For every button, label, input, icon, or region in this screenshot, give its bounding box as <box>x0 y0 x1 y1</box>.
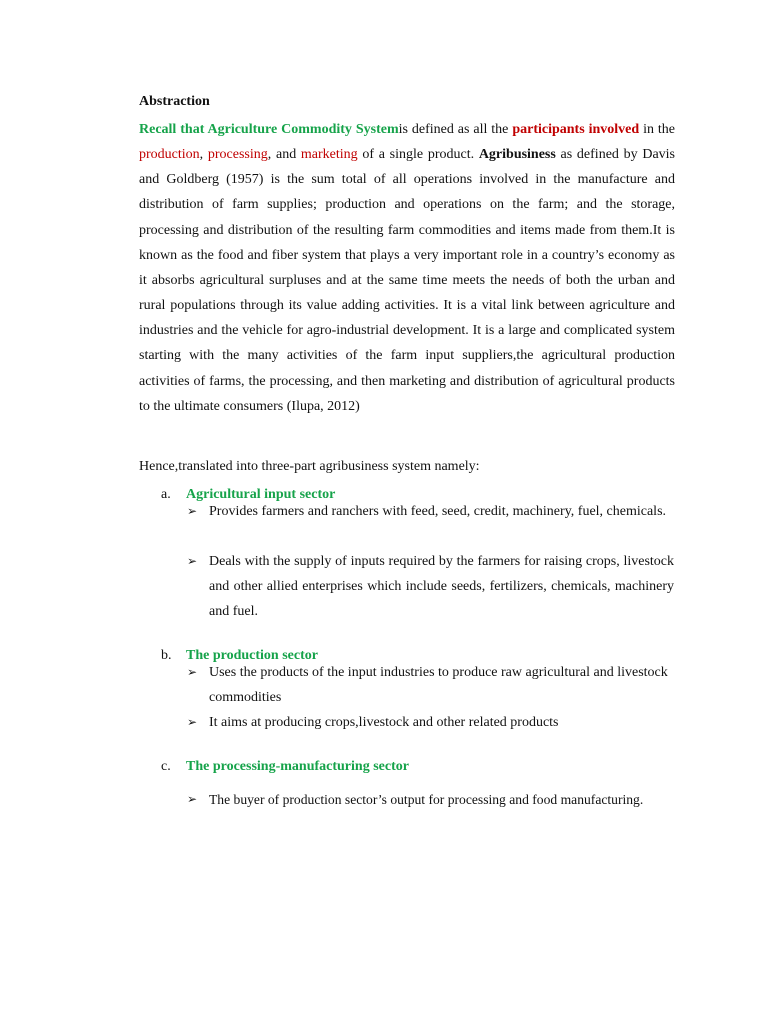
bullet-text: Uses the products of the input industries to produce raw agricultural and livestock commodities <box>209 665 668 705</box>
intro-text: , and <box>267 147 301 163</box>
highlight-processing: processing <box>207 147 268 163</box>
intro-text: of a single product. <box>357 147 479 163</box>
bullet-text: Provides farmers and ranchers with feed, seed, credit, machinery, fuel, chemicals. <box>209 504 667 519</box>
bullet-text: Deals with the supply of inputs required by the farmers for raising crops, livestock and other allied enterprises which include seeds, fertilizers, chemicals, machinery and fuel. <box>209 554 674 619</box>
intro-lead-phrase: Recall that Agriculture Commodity System <box>139 122 399 137</box>
highlight-participants: participants involved <box>512 122 640 137</box>
intro-text: , <box>199 147 208 163</box>
term-agribusiness: Agribusiness <box>478 147 556 163</box>
section-letter: a. <box>161 487 171 502</box>
arrow-bullet-icon: ➢ <box>187 554 198 568</box>
section-title: The processing-manufacturing sector <box>186 759 409 774</box>
intro-paragraph <box>139 117 675 419</box>
bullet-item <box>187 549 674 624</box>
intro-text: in the <box>639 122 675 137</box>
arrow-bullet-icon: ➢ <box>187 504 198 518</box>
section-letter: b. <box>161 648 172 663</box>
bullet-item <box>187 710 674 735</box>
highlight-production: production <box>139 147 200 163</box>
bullet-text: The buyer of production sector’s output for processing and food manufacturing. <box>209 792 644 807</box>
bullet-text: It aims at producing crops,livestock and other related products <box>209 715 559 730</box>
arrow-bullet-icon: ➢ <box>187 665 198 679</box>
bullet-item <box>187 787 707 812</box>
section-c-heading <box>161 759 409 775</box>
hence-line: Hence,translated into three-part agribusiness system namely: <box>139 459 480 474</box>
bullet-item <box>187 660 674 710</box>
bullet-item <box>187 499 674 524</box>
section-letter: c. <box>161 759 171 774</box>
arrow-bullet-icon: ➢ <box>187 715 198 729</box>
section-heading: Abstraction <box>139 94 210 109</box>
highlight-marketing: marketing <box>300 147 358 163</box>
section-title: The production sector <box>186 648 318 663</box>
section-title: Agricultural input sector <box>186 487 336 502</box>
intro-text: as defined by Davis and Goldberg (1957) is the sum total of all operations involved in the manufacture and distribution of farm supplies; production and operations on the farm; and the storage, processing and distribution of the resulting farm commodities and items made from them.It is known as the food and fiber system that plays a very important role in a country’s economy as it absorbs agricultural surpluses and at the same time meets the needs of both the urban and rural populations through its value adding activities. It is a vital link between agriculture and industries and the vehicle for agro-industrial development. It is a large and complicated system starting with the many activities of the farm input suppliers,the agricultural production activities of farms, the processing, and then marketing and distribution of agricultural products to the ultimate consumers (Ilupa, 2012) <box>139 147 675 414</box>
arrow-bullet-icon: ➢ <box>187 792 198 806</box>
intro-text: is defined as all the <box>398 122 513 137</box>
